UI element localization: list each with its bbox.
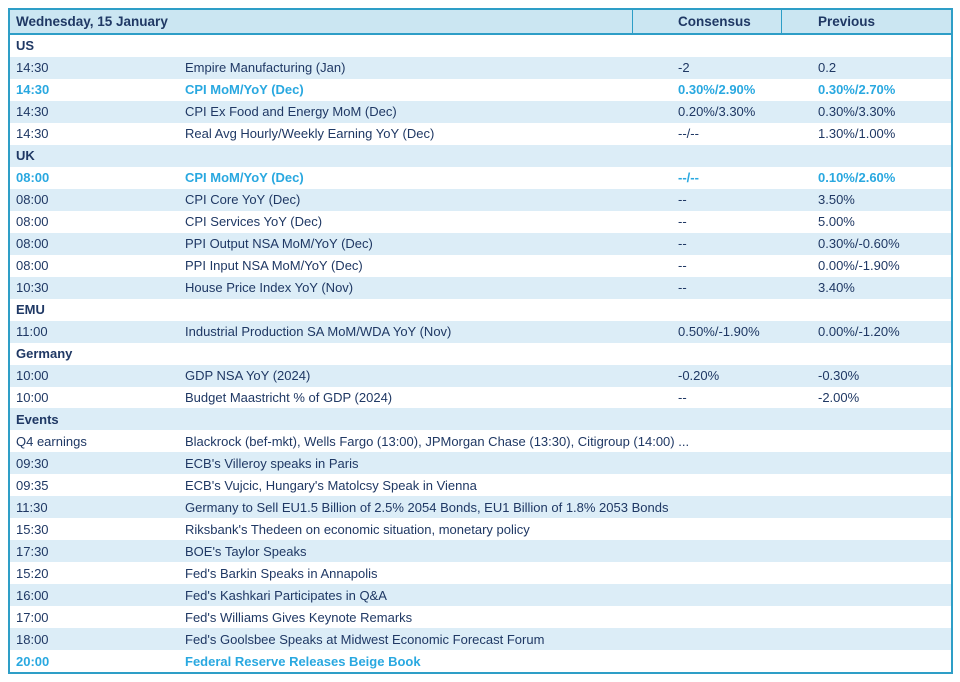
table-body [10, 35, 951, 672]
event-name-cell: PPI Output NSA MoM/YoY (Dec) [185, 236, 373, 252]
event-row [10, 79, 951, 101]
event-row [10, 474, 951, 496]
event-name-cell: ECB's Vujcic, Hungary's Matolcsy Speak in Vienna [185, 477, 477, 493]
event-name-cell: Fed's Barkin Speaks in Annapolis [185, 565, 378, 581]
section-name: Events [16, 411, 59, 427]
event-name-cell: BOE's Taylor Speaks [185, 543, 307, 559]
event-name-cell: PPI Input NSA MoM/YoY (Dec) [185, 258, 363, 274]
event-name-cell: Fed's Williams Gives Keynote Remarks [185, 609, 413, 625]
event-name-cell: Blackrock (bef-mkt), Wells Fargo (13:00), JPMorgan Chase (13:30), Citigroup (14:00) ... [185, 433, 690, 449]
previous-value-cell: 3.50% [818, 192, 855, 208]
event-time-cell: 15:20 [16, 565, 49, 581]
event-row [10, 496, 951, 518]
event-name-cell: CPI MoM/YoY (Dec) [185, 82, 304, 98]
event-time-cell: 08:00 [16, 192, 49, 208]
event-time-cell: 17:30 [16, 543, 49, 559]
previous-value-cell: 0.00%/-1.20% [818, 324, 900, 340]
event-time-cell: 09:35 [16, 477, 49, 493]
event-time-cell: 14:30 [16, 82, 50, 98]
event-name-cell: Federal Reserve Releases Beige Book [185, 653, 421, 669]
event-row [10, 189, 951, 211]
economic-calendar-table [8, 8, 953, 674]
previous-value-cell: -0.30% [818, 368, 860, 384]
event-row [10, 123, 951, 145]
section-name: Germany [16, 346, 73, 362]
event-name-cell: Real Avg Hourly/Weekly Earning YoY (Dec) [185, 126, 435, 142]
previous-value-cell: 5.00% [818, 214, 855, 230]
consensus-value-cell: 0.30%/2.90% [678, 82, 756, 98]
event-name-cell: Fed's Goolsbee Speaks at Midwest Economic Forecast Forum [185, 631, 545, 647]
event-name-cell: CPI Ex Food and Energy MoM (Dec) [185, 104, 397, 120]
consensus-column-header: Consensus [632, 10, 781, 33]
event-time-cell: 09:30 [16, 455, 49, 471]
previous-value-cell: 3.40% [818, 280, 855, 296]
section-header-row [10, 35, 951, 57]
event-row [10, 650, 951, 672]
event-row [10, 518, 951, 540]
consensus-value-cell: 0.20%/3.30% [678, 104, 756, 120]
event-name-cell: Empire Manufacturing (Jan) [185, 60, 346, 76]
section-header-row [10, 299, 951, 321]
event-row [10, 606, 951, 628]
event-time-cell: 10:00 [16, 368, 49, 384]
previous-value-cell: 0.00%/-1.90% [818, 258, 900, 274]
section-header-row [10, 408, 951, 430]
consensus-value-cell: 0.50%/-1.90% [678, 324, 760, 340]
previous-column-header: Previous [781, 10, 951, 33]
event-time-cell: 20:00 [16, 653, 50, 669]
event-time-cell: 08:00 [16, 236, 49, 252]
event-time-cell: 18:00 [16, 631, 49, 647]
event-row [10, 628, 951, 650]
event-time-cell: 15:30 [16, 521, 49, 537]
event-name-cell: CPI MoM/YoY (Dec) [185, 170, 304, 186]
event-name-cell: Riksbank's Thedeen on economic situation, monetary policy [185, 521, 530, 537]
event-row [10, 452, 951, 474]
consensus-value-cell: -- [678, 258, 687, 274]
section-name: EMU [16, 302, 45, 318]
event-row [10, 321, 951, 343]
section-header-row [10, 145, 951, 167]
consensus-value-cell: -2 [678, 60, 690, 76]
event-row [10, 584, 951, 606]
previous-value-cell: 1.30%/1.00% [818, 126, 896, 142]
event-row [10, 365, 951, 387]
event-row [10, 430, 951, 452]
event-row [10, 277, 951, 299]
event-row [10, 540, 951, 562]
event-time-cell: 14:30 [16, 126, 49, 142]
event-time-cell: 08:00 [16, 214, 49, 230]
previous-value-cell: 0.2 [818, 60, 837, 76]
event-time-cell: 10:00 [16, 389, 49, 405]
section-name: UK [16, 148, 35, 164]
event-time-cell: 11:00 [16, 324, 48, 340]
consensus-value-cell: --/-- [678, 126, 699, 142]
event-row [10, 101, 951, 123]
event-time-cell: 08:00 [16, 258, 49, 274]
date-header: Wednesday, 15 January [16, 14, 168, 29]
event-time-cell: 11:30 [16, 499, 48, 515]
event-name-cell: Fed's Kashkari Participates in Q&A [185, 587, 387, 603]
event-time-cell: 17:00 [16, 609, 49, 625]
previous-value-cell: -2.00% [818, 389, 860, 405]
section-name: US [16, 38, 35, 54]
event-time-cell: Q4 earnings [16, 433, 87, 449]
section-header-row [10, 343, 951, 365]
consensus-value-cell: -0.20% [678, 368, 720, 384]
event-time-cell: 14:30 [16, 104, 49, 120]
event-row [10, 57, 951, 79]
previous-value-cell: 0.30%/2.70% [818, 82, 896, 98]
consensus-value-cell: -- [678, 389, 687, 405]
event-name-cell: House Price Index YoY (Nov) [185, 280, 354, 296]
event-name-cell: ECB's Villeroy speaks in Paris [185, 455, 359, 471]
previous-value-cell: 0.10%/2.60% [818, 170, 896, 186]
consensus-value-cell: -- [678, 280, 687, 296]
event-row [10, 387, 951, 409]
event-name-cell: Budget Maastricht % of GDP (2024) [185, 389, 393, 405]
consensus-value-cell: -- [678, 192, 687, 208]
event-row [10, 211, 951, 233]
event-name-cell: Germany to Sell EU1.5 Billion of 2.5% 2054 Bonds, EU1 Billion of 1.8% 2053 Bonds [185, 499, 669, 515]
consensus-value-cell: --/-- [678, 170, 699, 186]
event-row [10, 562, 951, 584]
event-row [10, 167, 951, 189]
previous-value-cell: 0.30%/3.30% [818, 104, 896, 120]
event-name-cell: GDP NSA YoY (2024) [185, 368, 311, 384]
consensus-value-cell: -- [678, 236, 687, 252]
event-time-cell: 16:00 [16, 587, 49, 603]
event-name-cell: Industrial Production SA MoM/WDA YoY (Nov) [185, 324, 452, 340]
event-name-cell: CPI Core YoY (Dec) [185, 192, 301, 208]
event-row [10, 255, 951, 277]
table-header-row [10, 10, 951, 35]
event-time-cell: 14:30 [16, 60, 49, 76]
previous-value-cell: 0.30%/-0.60% [818, 236, 900, 252]
event-time-cell: 08:00 [16, 170, 50, 186]
event-name-cell: CPI Services YoY (Dec) [185, 214, 323, 230]
event-row [10, 233, 951, 255]
consensus-value-cell: -- [678, 214, 687, 230]
event-time-cell: 10:30 [16, 280, 49, 296]
